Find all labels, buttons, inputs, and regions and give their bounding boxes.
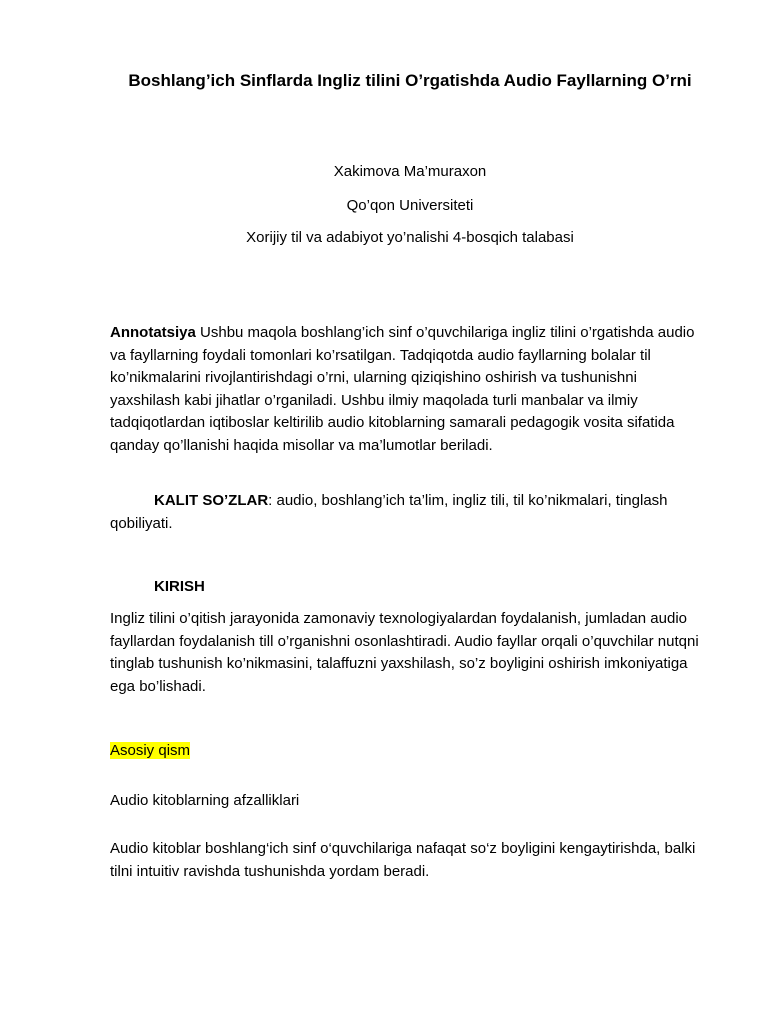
annotation-paragraph [110,322,710,457]
annotation-text: Ushbu maqola boshlang’ich sinf o’quvchilariga ingliz tilini o’rgatishda audio va fayllarning foydali tomonlari ko’rsatilgan. Tadqiqotda audio fayllarning bolalar til ko’nikmalarini rivojlantirishdagi o’rni, ularning qiziqishino oshirish va tushunishni yaxshilash kabi jihatlar o’rganiladi. Ushbu ilmiy maqolada turli manbalar va ilmiy tadqiqotlardan iqtiboslar keltirilib audio kitoblarning samarali pedagogik vosita sifatida qanday qo’llanishi haqida misollar va ma’lumotlar beriladi. [110,324,695,454]
highlighted-heading-text: Asosiy qism [110,742,191,759]
main-section-heading [110,740,190,762]
sub-section-heading: Audio kitoblarning afzalliklari [110,792,300,809]
university-name: Qo’qon Universiteti [346,197,474,214]
intro-heading: KIRISH [154,578,205,595]
intro-paragraph: Ingliz tilini o’qitish jarayonida zamonaviy texnologiyalardan foydalanish, jumladan audio fayllardan foydalanish till o’rganishni osonlashtiradi. Audio fayllar orqali o’quvchilar nutqni tinglab tushunish ko’nikmasini, talaffuzni yaxshilash, so’z boyligini oshirish imkoniyatiga ega bo’lishadi. [110,610,699,695]
keywords-paragraph [110,490,710,535]
author-name: Xakimova Ma’muraxon [333,163,487,180]
keywords-label: KALIT SO’ZLAR [154,492,269,509]
annotation-label: Annotatsiya [110,324,196,341]
faculty-line: Xorijiy til va adabiyot yo’nalishi 4-bosqich talabasi [246,229,574,246]
audio-books-paragraph: Audio kitoblar boshlang‘ich sinf o‘quvchilariga nafaqat so‘z boyligini kengaytirishda, balki tilni intuitiv ravishda tushunishda yordam beradi. [110,840,696,880]
keywords-text: : audio, boshlang’ich ta’lim, ingliz tili, til ko’nikmalari, tinglash qobiliyati. [110,492,668,532]
document-title: Boshlang’ich Sinflarda Ingliz tilini O’rgatishda Audio Fayllarning O’rni [128,71,692,90]
